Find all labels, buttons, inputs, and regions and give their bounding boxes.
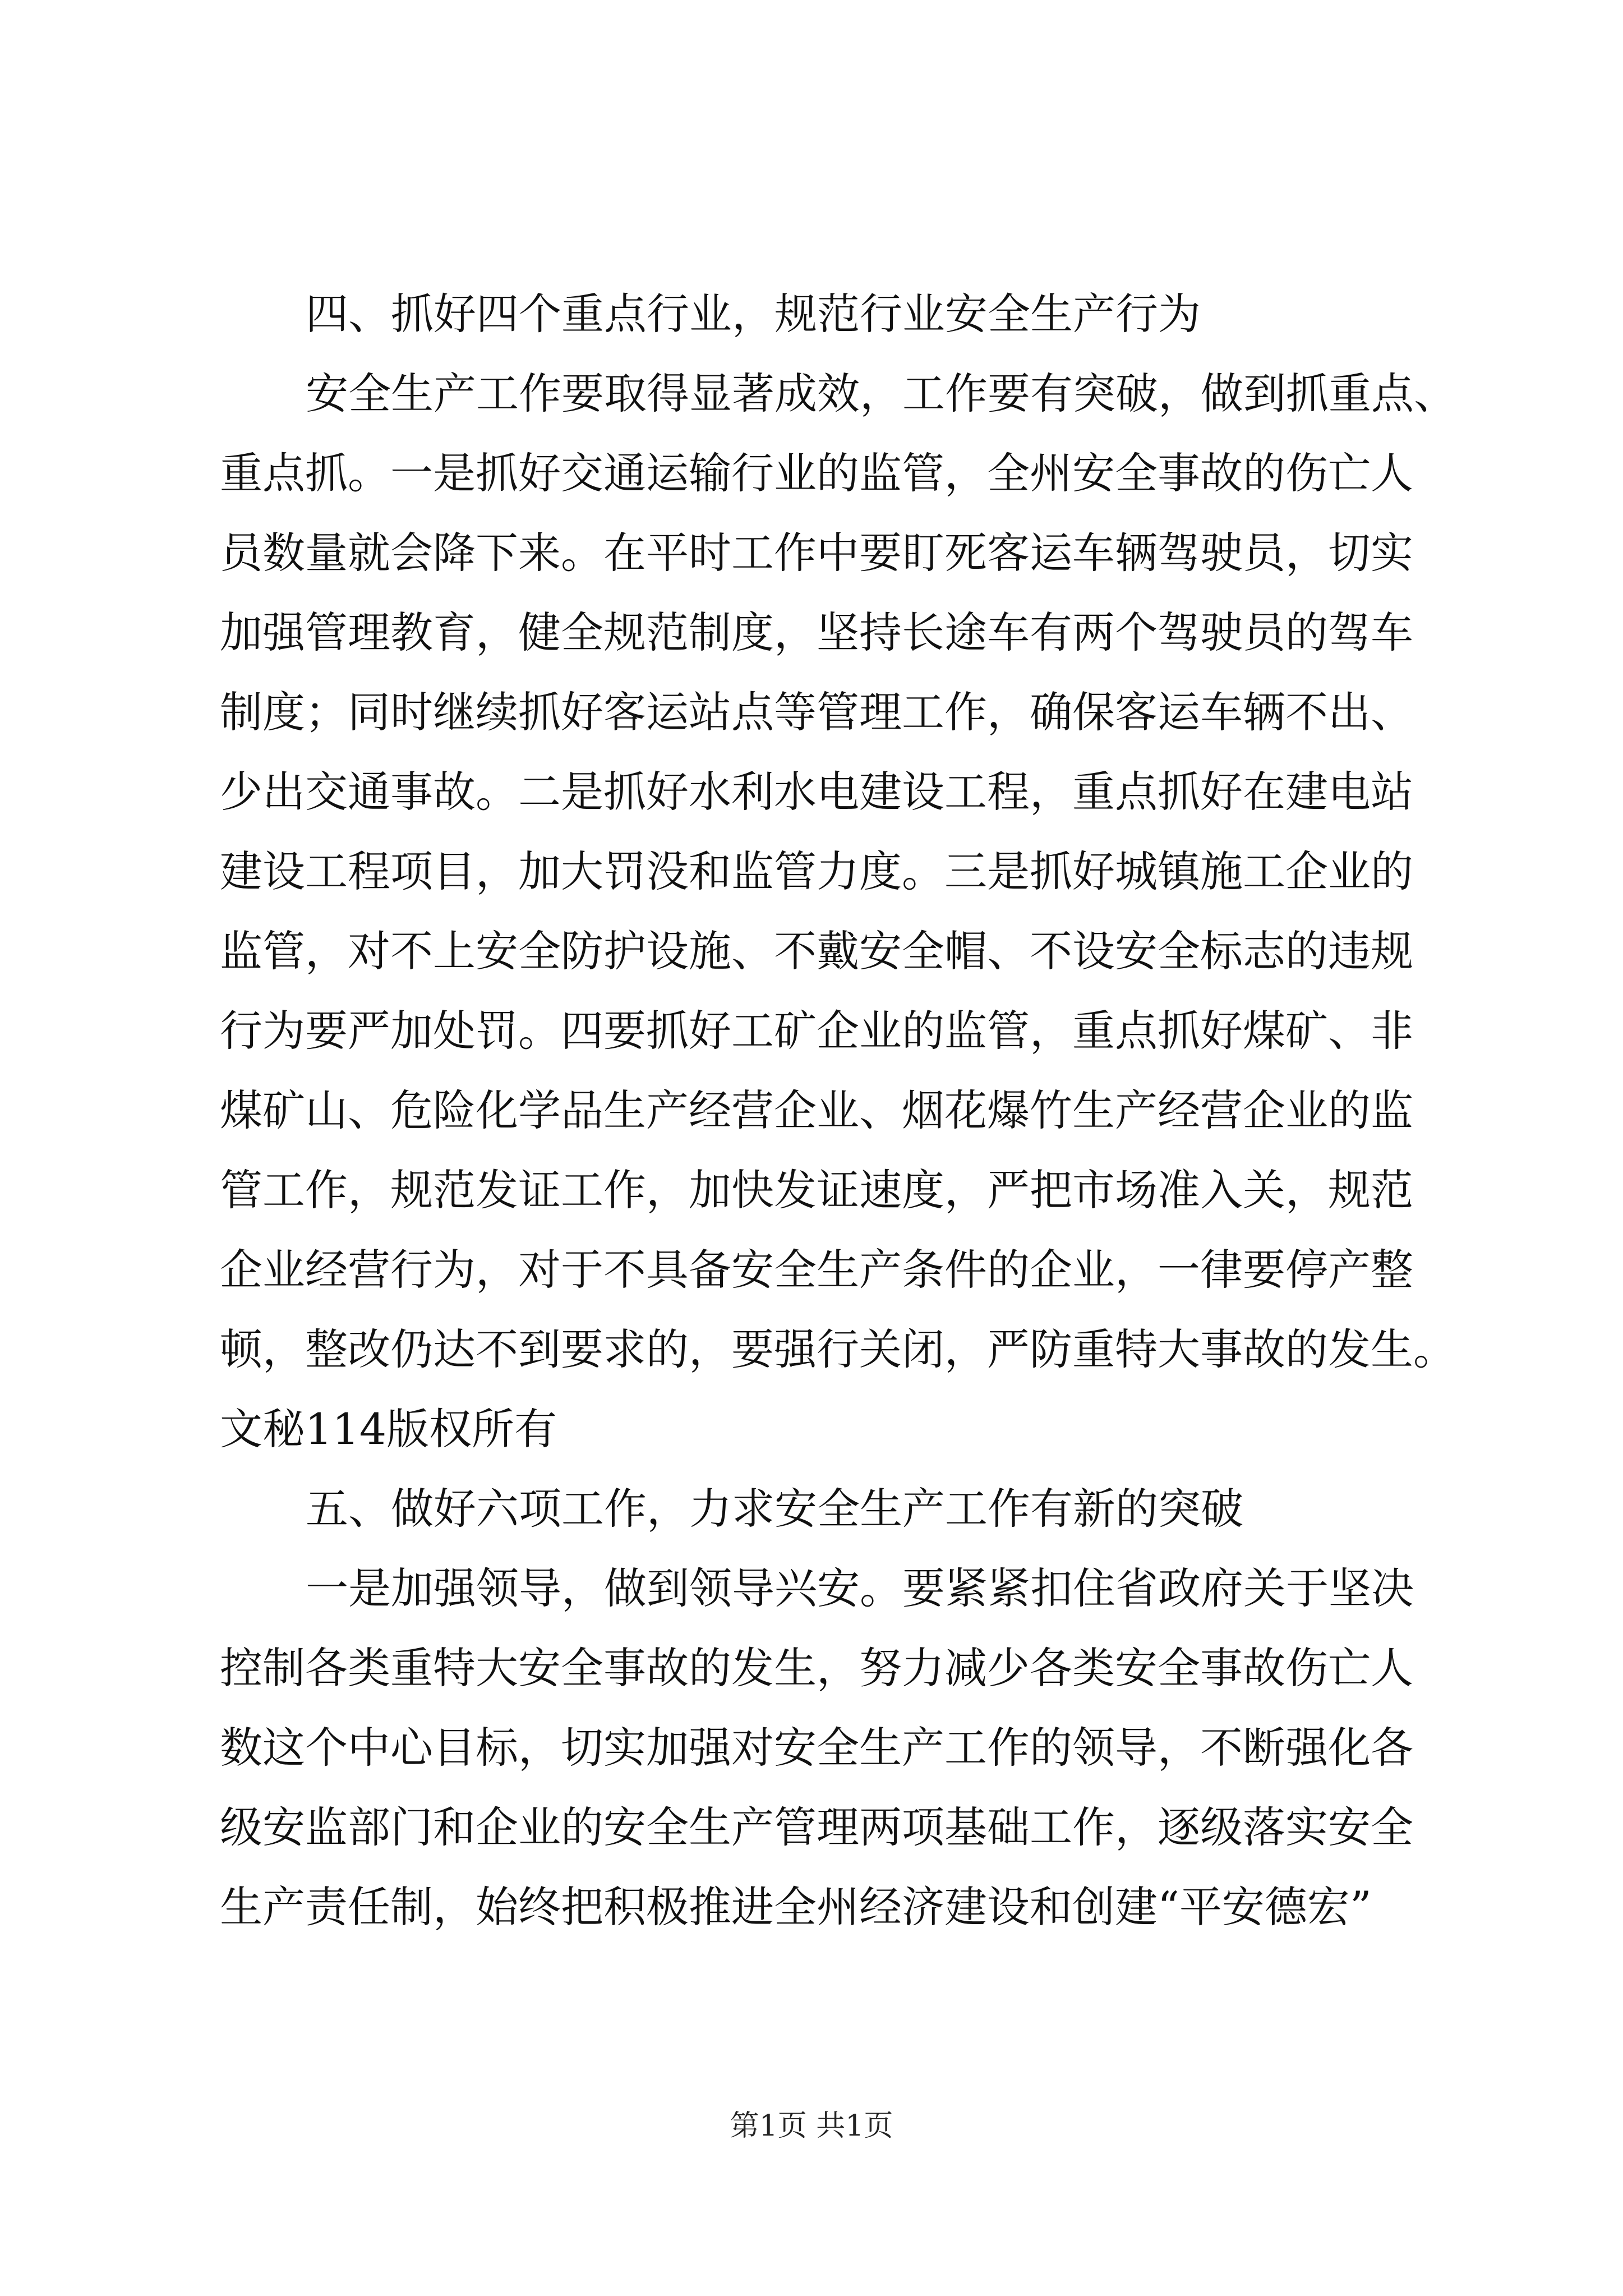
paragraph-line: 制度；同时继续抓好客运站点等管理工作，确保客运车辆不出、 xyxy=(220,687,1413,737)
paragraph-line: 企业经营行为，对于不具备安全生产条件的企业，一律要停产整 xyxy=(220,1245,1413,1295)
paragraph-line: 管工作，规范发证工作，加快发证速度，严把市场准入关，规范 xyxy=(220,1165,1413,1215)
paragraph-line: 行为要严加处罚。四要抓好工矿企业的监管，重点抓好煤矿、非 xyxy=(220,1006,1413,1056)
page-footer: 第1页 共1页 xyxy=(730,2109,893,2143)
paragraph-line: 煤矿山、危险化学品生产经营企业、烟花爆竹生产经营企业的监 xyxy=(220,1085,1413,1135)
paragraph-line: 数这个中心目标，切实加强对安全生产工作的领导，不断强化各 xyxy=(220,1723,1413,1773)
paragraph-line: 少出交通事故。二是抓好水利水电建设工程，重点抓好在建电站 xyxy=(220,767,1413,817)
paragraph-line: 顿，整改仍达不到要求的，要强行关闭，严防重特大事故的发生。 xyxy=(220,1324,1456,1374)
paragraph-line: 控制各类重特大安全事故的发生，努力减少各类安全事故伤亡人 xyxy=(220,1643,1413,1693)
paragraph-line: 建设工程项目，加大罚没和监管力度。三是抓好城镇施工企业的 xyxy=(220,846,1413,896)
paragraph-line: 一是加强领导，做到领导兴安。要紧紧扣住省政府关于坚决 xyxy=(306,1563,1414,1613)
paragraph-line: 监管，对不上安全防护设施、不戴安全帽、不设安全标志的违规 xyxy=(220,926,1413,976)
paragraph-line: 加强管理教育，健全规范制度，坚持长途车有两个驾驶员的驾车 xyxy=(220,608,1413,657)
paragraph-line: 员数量就会降下来。在平时工作中要盯死客运车辆驾驶员，切实 xyxy=(220,528,1413,578)
paragraph-line: 级安监部门和企业的安全生产管理两项基础工作，逐级落实安全 xyxy=(220,1802,1413,1852)
paragraph-line: 重点抓。一是抓好交通运输行业的监管，全州安全事故的伤亡人 xyxy=(220,448,1413,498)
copyright-note: 文秘114版权所有 xyxy=(220,1404,557,1454)
paragraph-line: 安全生产工作要取得显著成效，工作要有突破，做到抓重点、 xyxy=(306,369,1456,418)
section-heading-four: 四、抓好四个重点行业，规范行业安全生产行为 xyxy=(306,289,1201,339)
paragraph-line: 生产责任制，始终把积极推进全州经济建设和创建“平安德宏” xyxy=(220,1882,1372,1932)
section-heading-five: 五、做好六项工作，力求安全生产工作有新的突破 xyxy=(306,1484,1243,1534)
